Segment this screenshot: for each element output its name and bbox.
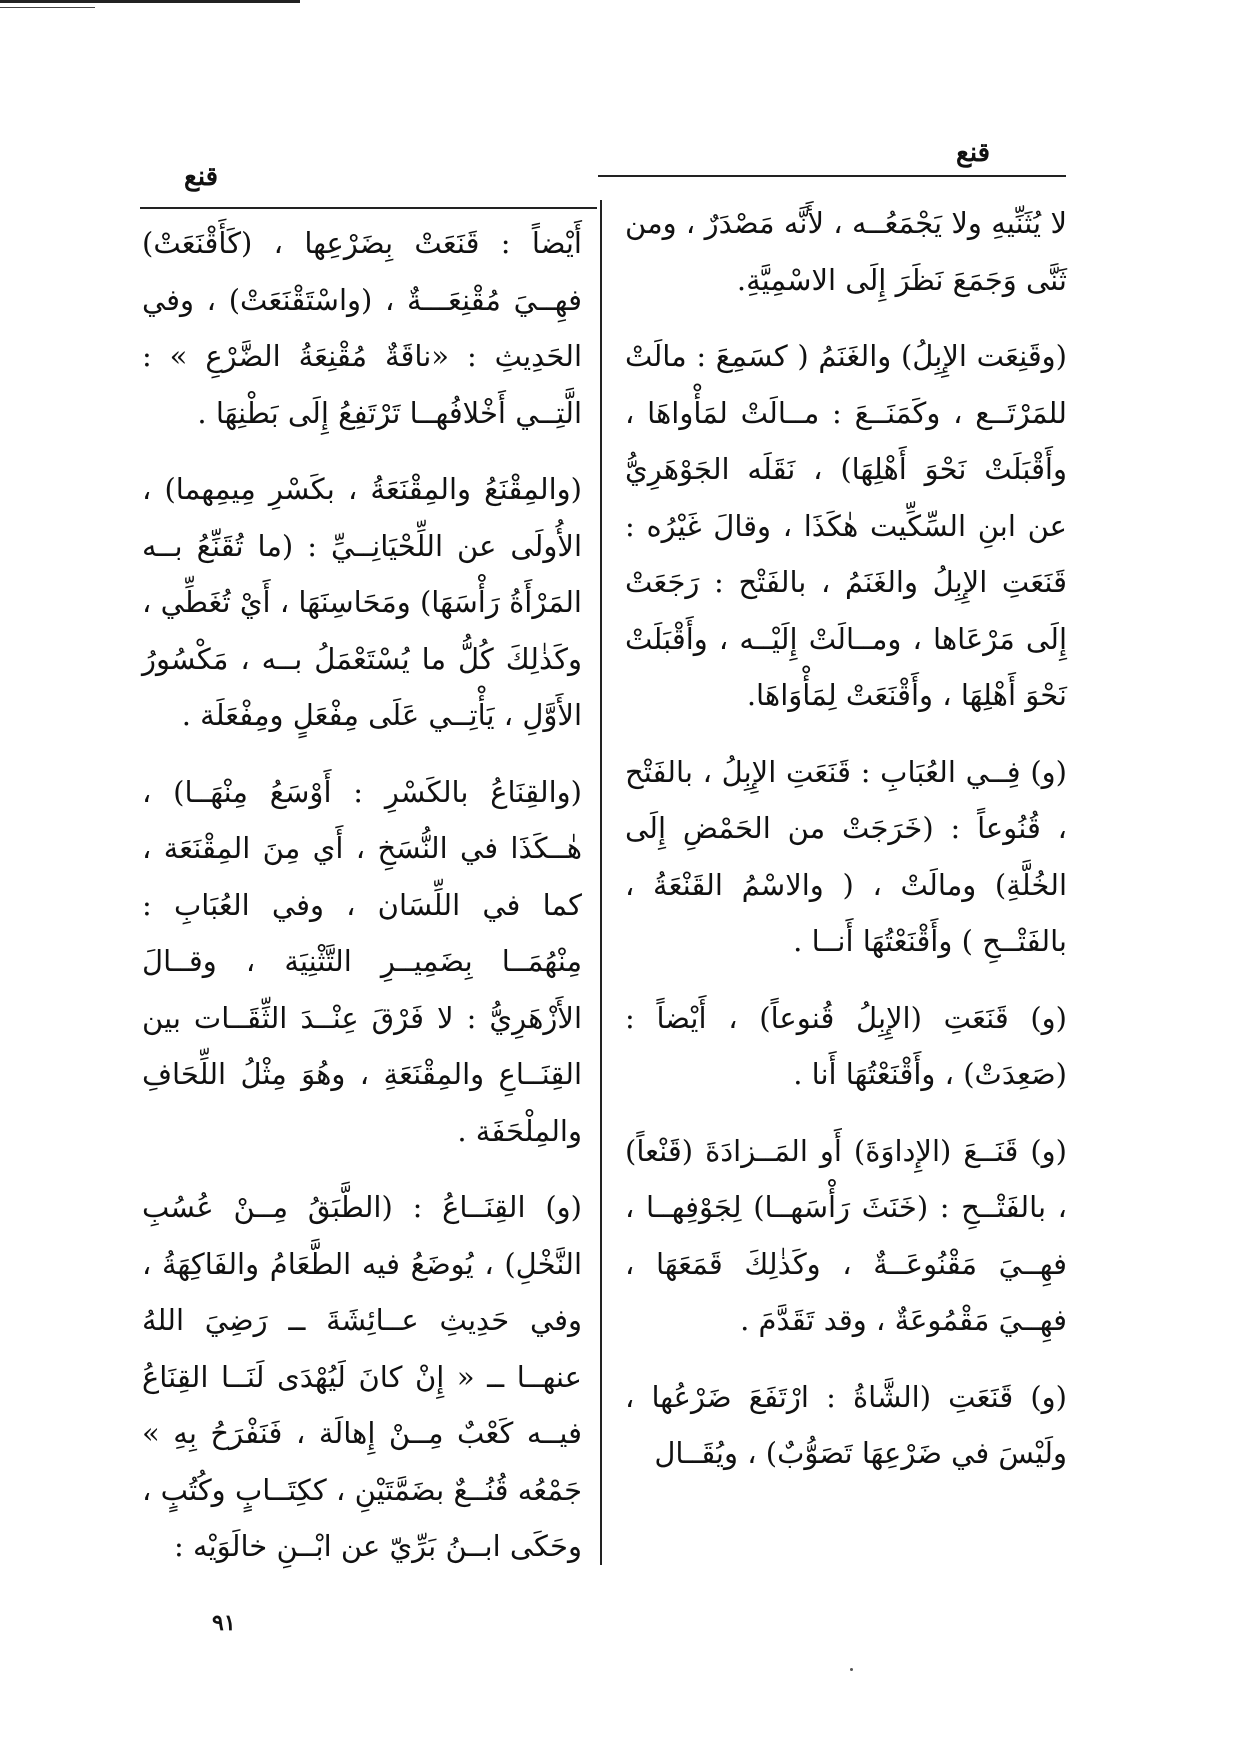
page-number: ٩١: [212, 1610, 236, 1636]
paragraph: أَيْضاً : قَنَعَتْ بِضَرْعِها ، (كَأَقْنَعَتْ) فهِــيَ مُقْنِعَـــةٌ ، (واسْتَقْنَعَتْ) ، وفي الحَدِيثِ : «ناقَةٌ مُقْنِعَةُ الضَّرْعِ » : الَّتِــي أَخْلافُهــا تَرْتَفِعُ إِلَى بَطْنِهَا .: [142, 226, 582, 430]
top-edge-rule: [0, 0, 300, 12]
header-rule-right: [598, 175, 1066, 177]
paragraph: (و) قَنَــعَ (الإِداوَةَ) أَو المَــزادَةَ (قَنْعاً) ، بالفَتْــحِ : (خَنَثَ رَأْسَهــا) لِجَوْفِهــا ، فهِــيَ مَقْنُوعَــةٌ ، وكَذٰلِكَ قَمَعَهَا ، فهِــيَ مَقْمُوعَةٌ ، وقد تَقَدَّمَ .: [625, 1133, 1067, 1337]
paragraph: (و) فِــي العُبَابِ : قَنَعَتِ الإِبِلُ ، بالفَتْح ، قُنُوعاً : (خَرَجَتْ من الحَمْضِ إِلَى الخُلَّةِ) ومالَتْ ، ( والاسْمُ القَنْعَةُ ، بالفَتْــحِ ) وأَقْنَعْتُهَا أَنــا .: [625, 754, 1067, 958]
running-head-left: قنع: [184, 162, 219, 192]
left-column: [142, 215, 582, 1595]
paragraph: (والمِقْنَعُ والمِقْنَعَةُ ، بكَسْرِ مِيمِهما) ، الأُولَى عن اللِّحْيَانِــيِّ : (ما تُقَنِّعُ بــه المَرْأَةُ رَأْسَهَا) ومَحَاسِنَهَا ، أَيْ تُغَطِّي ، وكَذٰلِكَ كُلُّ ما يُسْتَعْمَلُ بــه ، مَكْسُورُ الأَوَّلِ ، يَأْتِــي عَلَى مِفْعَلٍ ومِفْعَلَة .: [142, 472, 582, 732]
paragraph: (و) قَنَعَتِ (الشَّاةُ : ارْتَفَعَ ضَرْعُها ، ولَيْسَ في ضَرْعِهَا تَصَوُّبٌ) ، ويُقَــال: [625, 1379, 1067, 1470]
running-head-right: قنع: [956, 138, 991, 168]
paragraph: لا يُثَنِّيهِ ولا يَجْمَعُــه ، لأَنَّه مَصْدَرٌ ، ومن ثَنَّى وَجَمَعَ نَظَرَ إِلَى الاسْمِيَّةِ.: [625, 206, 1067, 297]
paragraph: (والقِنَاعُ بالكَسْرِ : أَوْسَعُ مِنْهَــا) ، هٰــكَذَا في النُّسَخِ ، أَي مِنَ المِقْنَعَة ، كما في اللِّسَان ، وفي العُبَابِ : مِنْهُمَــا بِضَمِيــرِ التَّثْنِيَة ، وقــالَ الأَزْهَرِيُّ : لا فَرْقَ عِنْــدَ الثِّقَــات بين القِنَــاعِ والمِقْنَعَةِ ، وهُوَ مِثْلُ اللِّحَافِ والمِلْحَفَة .: [142, 774, 582, 1148]
paragraph: (وقَنِعَت الإِبِلُ) والغَنَمُ ( كسَمِعَ : مالَتْ للمَرْتَــع ، وكَمَنَــعَ : مــالَتْ لمَأْواهَا ، وأَقْبَلَتْ نَحْوَ أَهْلِهَا) ، نَقَلَه الجَوْهَرِيُّ عن ابنِ السِّكِّيت هٰكَذَا ، وقالَ غَيْرُه : قَنَعَتِ الإِبِلُ والغَنَمُ ، بالفَتْح : رَجَعَتْ إِلَى مَرْعَاها ، ومــالَتْ إِلَيْــه ، وأَقْبَلَتْ نَحْوَ أَهْلِهَا ، وأَقْنَعَتْ لِمَأْوَاهَا.: [625, 339, 1067, 712]
column-divider: [600, 200, 602, 1565]
paragraph: (و) قَنَعَتِ (الإِبِلُ قُنوعاً) ، أَيْضاً : (صَعِدَتْ) ، وأَقْنَعْتُهَا أَنا .: [625, 1000, 1067, 1091]
scan-speck: [850, 1668, 853, 1671]
header-rule-left: [140, 207, 597, 209]
paragraph: (و) القِنَــاعُ : (الطَّبَقُ مِــنْ عُسُبِ النَّخْلِ) ، يُوضَعُ فيه الطَّعَامُ والفَاكِهَةُ ، وفي حَدِيثِ عــائِشَةَ ــ رَضِيَ اللهُ عنهــا ــ « إِنْ كانَ لَيُهْدَى لَنَــا القِنَاعُ فيــه كَعْبٌ مِــنْ إِهالَة ، فَنَفْرَحُ بِهِ » جَمْعُه قُنُــعٌ بضَمَّتَيْنِ ، ككِتَــابٍ وكُتُبٍ ، وحَكَى ابــنُ بَرِّيّ عن ابْــنِ خالَوَيْه :: [142, 1190, 582, 1563]
right-column: [625, 195, 1067, 1502]
